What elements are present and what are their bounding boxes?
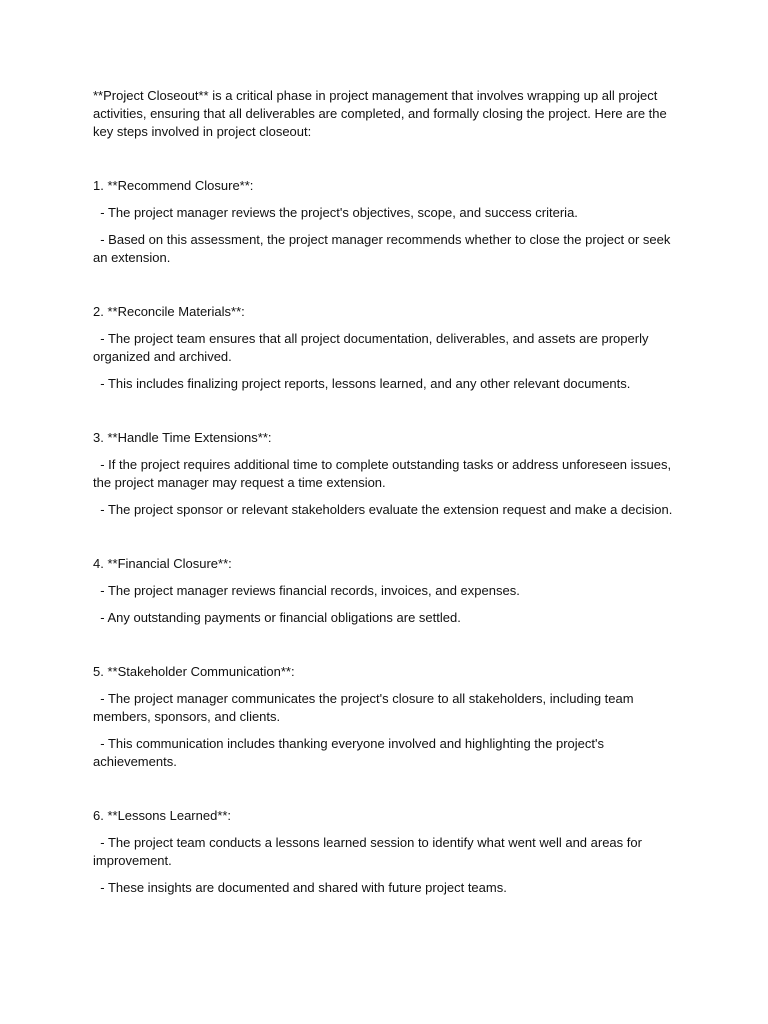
section-heading: 1. **Recommend Closure**: [93, 178, 254, 193]
section-heading: 3. **Handle Time Extensions**: [93, 430, 272, 445]
section-heading: 5. **Stakeholder Communication**: [93, 664, 295, 679]
section-reconcile-materials [93, 303, 683, 393]
bullet-item: - This communication includes thanking everyone involved and highlighting the project's achievements. [93, 736, 608, 769]
section-lessons-learned [93, 807, 683, 897]
section-heading: 2. **Reconcile Materials**: [93, 304, 245, 319]
section-heading: 4. **Financial Closure**: [93, 556, 232, 571]
bullet-item: - The project manager reviews the project's objectives, scope, and success criteria. [93, 205, 578, 220]
bullet-item: - The project sponsor or relevant stakeholders evaluate the extension request and make a decision. [93, 502, 673, 517]
bullet-item: - Based on this assessment, the project manager recommends whether to close the project or seek an extension. [93, 232, 674, 265]
intro-paragraph: **Project Closeout** is a critical phase in project management that involves wrapping up all project activities, ensuring that all deliverables are completed, and formally closing the project. Here are the key steps involved in project closeout: [93, 88, 667, 139]
bullet-item: - If the project requires additional time to complete outstanding tasks or address unforeseen issues, the project manager may request a time extension. [93, 457, 675, 490]
section-stakeholder-communication [93, 663, 683, 771]
section-financial-closure [93, 555, 683, 627]
bullet-item: - This includes finalizing project reports, lessons learned, and any other relevant documents. [93, 376, 631, 391]
section-heading: 6. **Lessons Learned**: [93, 808, 232, 823]
bullet-item: - These insights are documented and shared with future project teams. [93, 880, 507, 895]
section-recommend-closure [93, 177, 683, 267]
bullet-item: - The project manager communicates the project's closure to all stakeholders, including team members, sponsors, and clients. [93, 691, 638, 724]
bullet-item: - The project manager reviews financial records, invoices, and expenses. [93, 583, 520, 598]
document-page [93, 87, 683, 897]
bullet-item: - Any outstanding payments or financial obligations are settled. [93, 610, 461, 625]
bullet-item: - The project team ensures that all project documentation, deliverables, and assets are properly organized and archived. [93, 331, 653, 364]
bullet-item: - The project team conducts a lessons learned session to identify what went well and areas for improvement. [93, 835, 646, 868]
section-handle-time-extensions [93, 429, 683, 519]
